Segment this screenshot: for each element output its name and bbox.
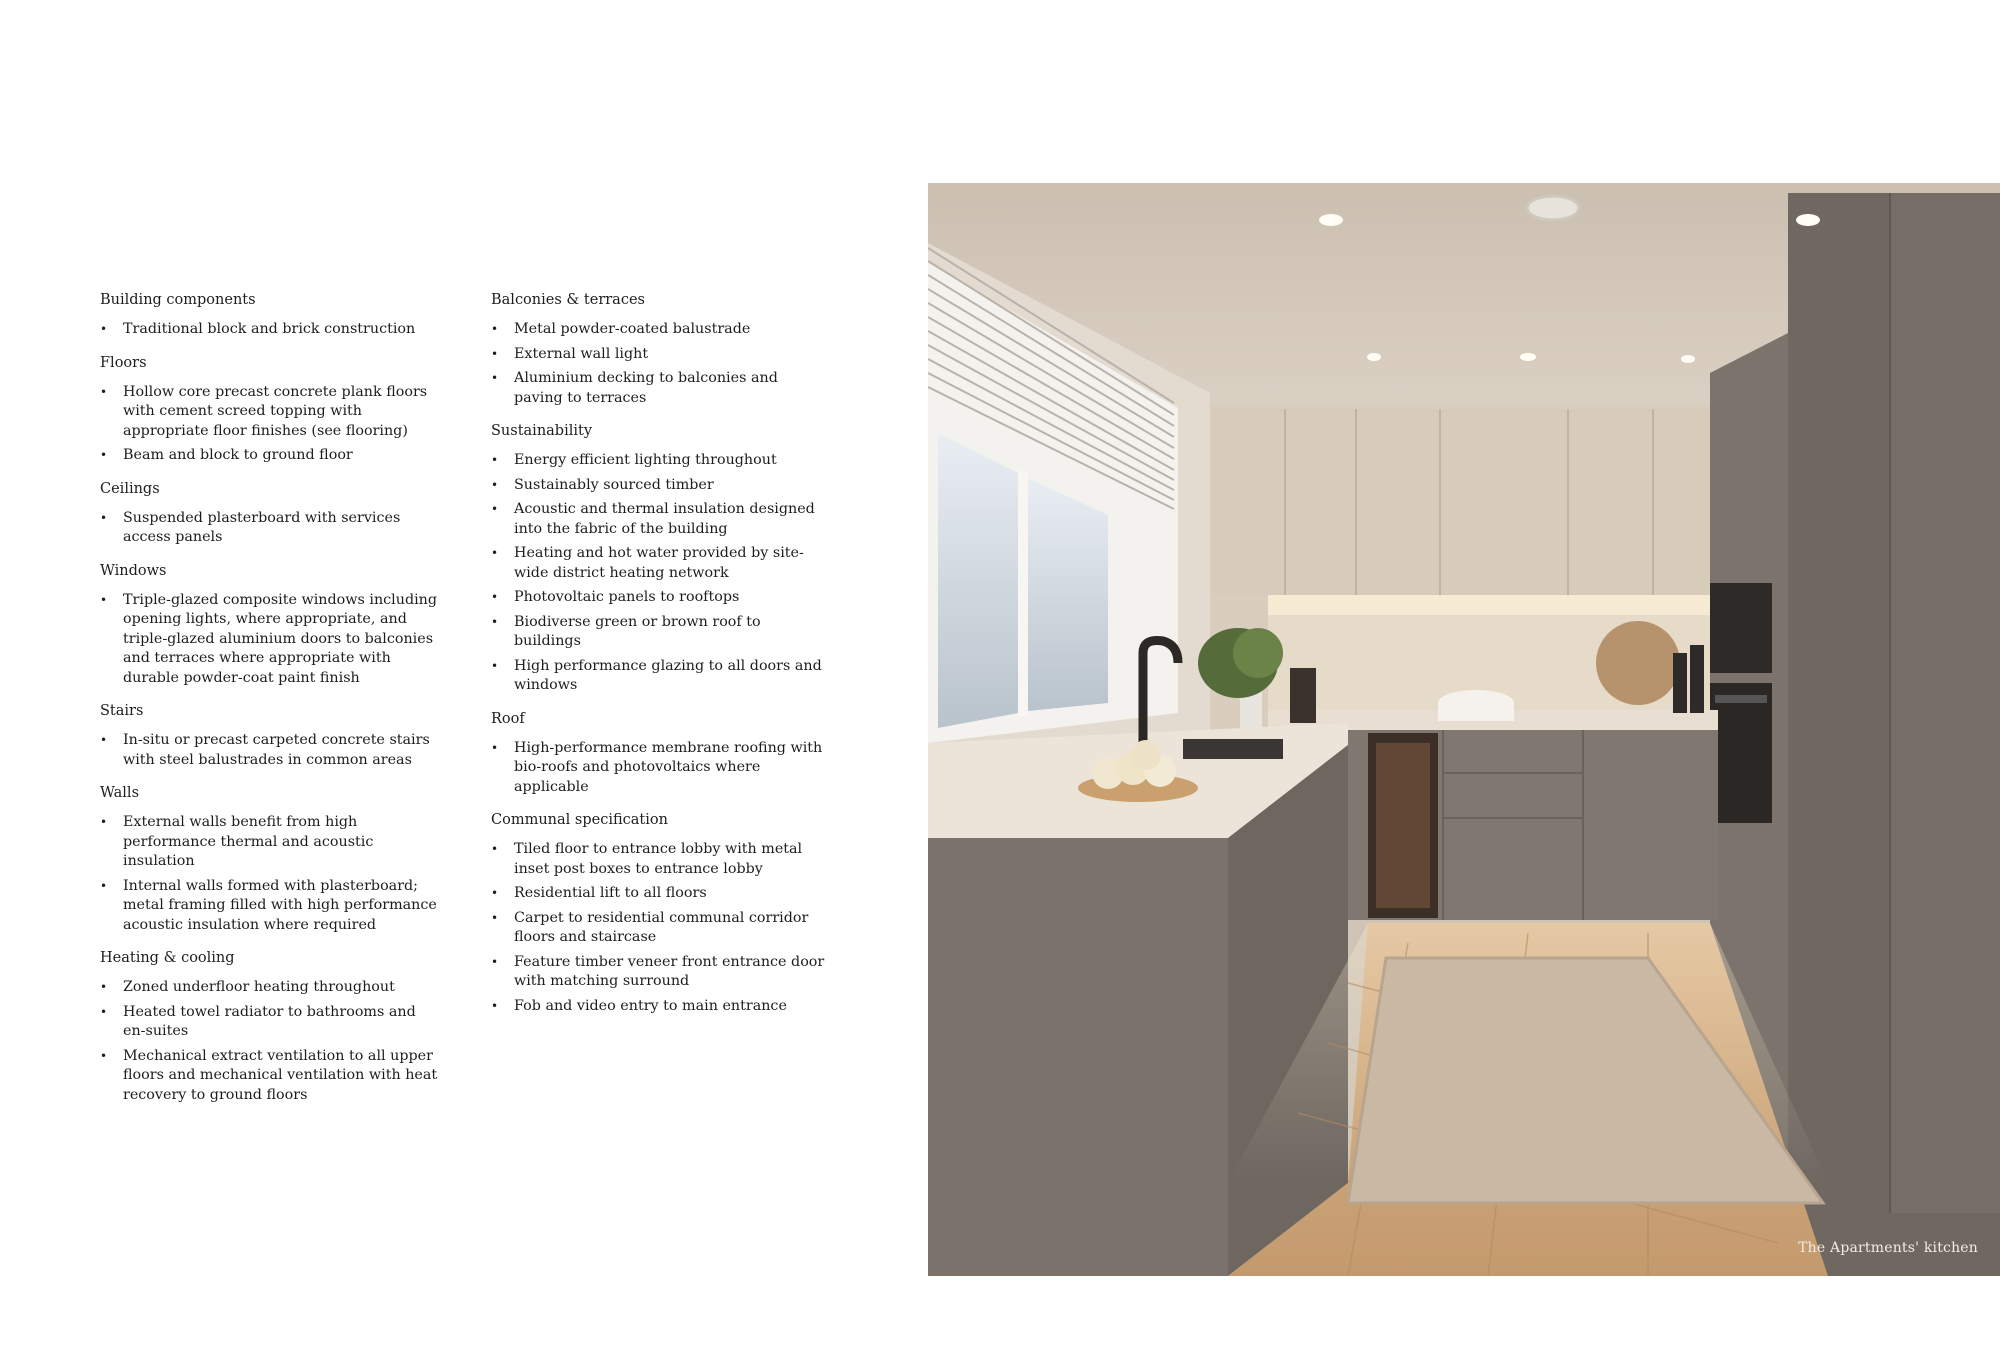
spec-section xyxy=(100,949,440,1105)
spec-list-item: • Traditional block and brick construction xyxy=(100,320,440,340)
spec-list xyxy=(100,591,440,689)
photo-caption: The Apartments' kitchen xyxy=(1798,1240,1978,1256)
spec-list xyxy=(100,978,440,1105)
spec-column-middle xyxy=(491,291,831,1021)
spec-list xyxy=(100,509,440,548)
spec-list-item: • Beam and block to ground floor xyxy=(100,446,440,466)
spec-section xyxy=(100,784,440,935)
section-title: Roof xyxy=(491,710,525,727)
spec-list-item: • Aluminium decking to balconies and paving to terraces xyxy=(491,369,831,408)
spec-list-item: • Heating and hot water provided by site-wide district heating network xyxy=(491,544,831,583)
spec-list xyxy=(100,813,440,935)
spec-list xyxy=(491,739,831,798)
section-title: Balconies & terraces xyxy=(491,292,645,308)
section-title: Floors xyxy=(100,354,147,371)
spec-list-item: • High-performance membrane roofing with bio-roofs and photovoltaics where applicable xyxy=(491,739,831,798)
spec-list-item: • High performance glazing to all doors and windows xyxy=(491,657,831,696)
spec-list-item: • Acoustic and thermal insulation designed into the fabric of the building xyxy=(491,500,831,539)
section-title: Stairs xyxy=(100,703,144,719)
spec-list-item: • Heated towel radiator to bathrooms and en-suites xyxy=(100,1003,440,1042)
spec-section xyxy=(100,354,440,466)
spec-list xyxy=(100,731,440,770)
spec-list xyxy=(491,451,831,696)
spec-section xyxy=(100,291,440,340)
spec-list-item: • External wall light xyxy=(491,345,831,365)
section-title: Walls xyxy=(100,785,140,801)
spec-section xyxy=(100,562,440,689)
section-title: Sustainability xyxy=(491,423,593,439)
spec-section xyxy=(100,702,440,770)
spec-list-item: • Triple-glazed composite windows including opening lights, where appropriate, and triple-glazed aluminium doors to balconies and terraces where appropriate with durable powder-coat paint finish xyxy=(100,591,440,689)
spec-list-item: • Energy efficient lighting throughout xyxy=(491,451,831,471)
section-title: Communal specification xyxy=(491,812,668,828)
section-title: Windows xyxy=(100,562,167,579)
spec-column-left xyxy=(100,291,440,1110)
spec-section xyxy=(491,710,831,798)
spec-section xyxy=(491,422,831,696)
spec-list-item: • Metal powder-coated balustrade xyxy=(491,320,831,340)
section-title: Heating & cooling xyxy=(100,950,235,966)
spec-list-item: • In-situ or precast carpeted concrete stairs with steel balustrades in common areas xyxy=(100,731,440,770)
spec-list-item: • Photovoltaic panels to rooftops xyxy=(491,588,831,608)
spec-list-item: • Suspended plasterboard with services access panels xyxy=(100,509,440,548)
spec-section xyxy=(491,811,831,1016)
spec-list xyxy=(100,383,440,466)
section-title: Building components xyxy=(100,292,256,308)
kitchen-photo xyxy=(928,183,2000,1276)
spec-list xyxy=(100,320,440,340)
spec-list-item: • Feature timber veneer front entrance door with matching surround xyxy=(491,953,831,992)
spec-list xyxy=(491,320,831,408)
spec-section xyxy=(100,480,440,548)
spec-list-item: • Internal walls formed with plasterboard; metal framing filled with high performance acoustic insulation where required xyxy=(100,877,440,936)
kitchen-illustration xyxy=(928,183,2000,1276)
spec-list-item: • Residential lift to all floors xyxy=(491,884,831,904)
spec-list-item: • Zoned underfloor heating throughout xyxy=(100,978,440,998)
spec-list-item: • Mechanical extract ventilation to all upper floors and mechanical ventilation with heat recovery to ground floors xyxy=(100,1047,440,1106)
spec-list xyxy=(491,840,831,1016)
spec-list-item: • Tiled floor to entrance lobby with metal inset post boxes to entrance lobby xyxy=(491,840,831,879)
spec-list-item: • External walls benefit from high performance thermal and acoustic insulation xyxy=(100,813,440,872)
spec-list-item: • Sustainably sourced timber xyxy=(491,476,831,496)
spec-list-item: • Carpet to residential communal corridor floors and staircase xyxy=(491,909,831,948)
section-title: Ceilings xyxy=(100,480,160,497)
spec-list-item: • Biodiverse green or brown roof to buildings xyxy=(491,613,831,652)
spec-list-item: • Fob and video entry to main entrance xyxy=(491,997,831,1017)
spec-section xyxy=(491,291,831,408)
spec-list-item: • Hollow core precast concrete plank floors with cement screed topping with appropriate floor finishes (see flooring) xyxy=(100,383,440,442)
